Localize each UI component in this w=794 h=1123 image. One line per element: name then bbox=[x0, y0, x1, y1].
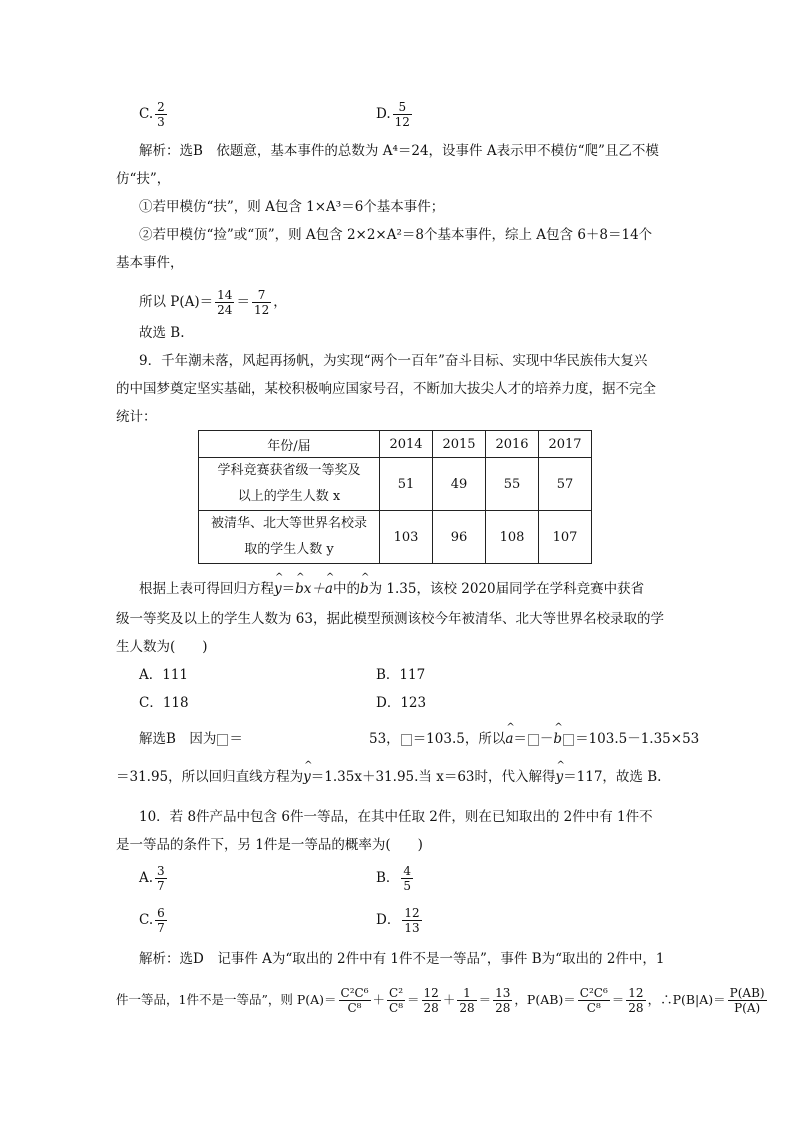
value-cell: 107 bbox=[539, 511, 592, 564]
text: ＝ bbox=[611, 992, 625, 1007]
value-cell: 108 bbox=[486, 511, 539, 564]
fraction bbox=[402, 906, 421, 935]
text: 所以 P(A)＝ bbox=[139, 294, 214, 310]
numerator: 13 bbox=[495, 986, 511, 1000]
value-cell: 57 bbox=[539, 458, 592, 511]
option-label: D． bbox=[376, 912, 401, 928]
numerator: C²C⁶ bbox=[579, 986, 608, 1000]
text: ＝103.5，所以 bbox=[412, 731, 506, 747]
q10-solution-line-2 bbox=[116, 986, 769, 1015]
label-line: 学科竞赛获省级一等奖及 bbox=[217, 463, 361, 478]
fraction bbox=[155, 864, 167, 893]
y-hat: ^ y bbox=[274, 580, 282, 598]
denominator: 12 bbox=[253, 303, 270, 317]
numerator: 3 bbox=[157, 864, 165, 878]
q10-stem-line-1: 10．若 8件产品中包含 6件一等品，在其中任取 2件，则在已知取出的 2件中有 1件不 bbox=[139, 809, 653, 825]
q8-solution-line-7: 故选 B. bbox=[139, 325, 185, 341]
denominator: P(A) bbox=[734, 1001, 761, 1015]
fraction bbox=[155, 100, 167, 129]
q10-solution-line-1: 解析：选D 记事件 A为“取出的 2件中有 1件不是一等品”，事件 B为“取出的 2件中，1 bbox=[139, 951, 665, 967]
denominator: 7 bbox=[157, 921, 165, 935]
q9-option-b: B．117 bbox=[376, 667, 426, 683]
fraction bbox=[578, 986, 610, 1015]
year-cell: 2015 bbox=[433, 431, 486, 458]
q8-solution-line-1: 解析：选B 依题意，基本事件的总数为 A⁴＝24，设事件 A表示甲不模仿“爬”且乙不模 bbox=[139, 143, 659, 159]
q9-stem-line-1: 9．千年潮未落，风起再扬帆，为实现“两个一百年”奋斗目标、实现中华民族伟大复兴 bbox=[139, 353, 648, 369]
row-label bbox=[199, 458, 380, 511]
text: ＝31.95，所以回归直线方程为 bbox=[116, 769, 304, 785]
year-cell: 2016 bbox=[486, 431, 539, 458]
q8-option-d bbox=[376, 100, 414, 129]
fraction bbox=[215, 288, 234, 317]
fraction bbox=[626, 986, 645, 1015]
q9-question-line-1 bbox=[139, 580, 644, 598]
fraction bbox=[339, 986, 371, 1015]
q9-option-a: A．111 bbox=[139, 667, 189, 683]
data-table bbox=[198, 430, 592, 564]
text: 根据上表可得回归方程 bbox=[139, 581, 274, 597]
value-cell: 103 bbox=[380, 511, 433, 564]
value-cell: 51 bbox=[380, 458, 433, 511]
numerator: 12 bbox=[404, 906, 420, 920]
numerator: 2 bbox=[157, 100, 165, 114]
text: 解选 bbox=[139, 731, 166, 747]
denominator: C⁸ bbox=[586, 1001, 601, 1015]
b-hat: ^ b bbox=[553, 730, 562, 748]
denominator: C⁸ bbox=[347, 1001, 362, 1015]
text: ＋ bbox=[372, 992, 386, 1007]
text: ＝1.35x＋31.95.当 x＝63时，代入解得 bbox=[310, 769, 556, 785]
numerator: P(AB) bbox=[729, 986, 765, 1000]
q9-solution-line-1-left bbox=[139, 730, 243, 748]
denominator: 5 bbox=[403, 879, 412, 893]
text: ＝117，故选 B. bbox=[563, 769, 662, 785]
denominator: 28 bbox=[628, 1001, 644, 1015]
value-cell: 96 bbox=[433, 511, 486, 564]
text: ＋ bbox=[442, 992, 456, 1007]
text: ＝ bbox=[513, 731, 527, 747]
denominator: 13 bbox=[404, 921, 420, 935]
denominator: 28 bbox=[459, 1001, 475, 1015]
q8-solution-line-6 bbox=[139, 288, 287, 317]
table-row bbox=[199, 511, 592, 564]
q10-option-b bbox=[376, 864, 415, 893]
numerator: 5 bbox=[393, 100, 412, 115]
b-hat: ^ b bbox=[360, 580, 369, 598]
denominator: 28 bbox=[495, 1001, 511, 1015]
q8-solution-line-4: ②若甲模仿“捡”或“顶”，则 A包含 2×2×A²＝8个基本事件，综上 A包含 6＋8＝14个 bbox=[139, 227, 653, 243]
numerator: C²C⁶ bbox=[340, 986, 369, 1000]
a-hat: ^ a bbox=[325, 580, 333, 598]
option-label: C. bbox=[139, 912, 154, 928]
q8-solution-line-2: 仿“扶”， bbox=[116, 171, 171, 187]
text: ＝ bbox=[281, 581, 296, 597]
q9-solution-line-2 bbox=[116, 768, 661, 786]
value-cell: 55 bbox=[486, 458, 539, 511]
y-hat: ^ y bbox=[556, 768, 564, 786]
denominator: C⁸ bbox=[389, 1001, 404, 1015]
text: ＝ bbox=[229, 731, 243, 747]
y-hat: ^ y bbox=[303, 768, 311, 786]
numerator: 12 bbox=[423, 986, 439, 1000]
text: 中的 bbox=[332, 581, 360, 597]
a-hat: ^ a bbox=[505, 730, 513, 748]
y-bar-placeholder-icon bbox=[401, 734, 412, 746]
q10-option-c bbox=[139, 906, 169, 935]
numerator: 6 bbox=[157, 906, 165, 920]
table-header-row bbox=[199, 431, 592, 458]
text: ＝ bbox=[407, 992, 420, 1007]
text: － bbox=[539, 731, 554, 747]
numerator: C² bbox=[389, 986, 404, 1000]
q9-stem-line-2: 的中国梦奠定坚实基础，某校积极响应国家号召，不断加大拔尖人才的培养力度，据不完全 bbox=[116, 381, 656, 397]
text: ， bbox=[273, 294, 287, 310]
row-label bbox=[199, 511, 380, 564]
fraction bbox=[387, 986, 405, 1015]
numerator: 12 bbox=[628, 986, 644, 1000]
q10-option-a bbox=[139, 864, 169, 893]
text: 53， bbox=[369, 731, 400, 747]
option-label: D. bbox=[376, 106, 391, 122]
x-bar-placeholder-icon bbox=[563, 734, 574, 746]
year-cell: 2017 bbox=[539, 431, 592, 458]
q10-option-d bbox=[376, 906, 424, 935]
table-row bbox=[199, 458, 592, 511]
text: B 因为 bbox=[166, 731, 217, 747]
denominator: 28 bbox=[423, 1001, 439, 1015]
q10-stem-line-2: 是一等品的条件下，另 1件是一等品的概率为( ) bbox=[116, 837, 423, 853]
denominator: 12 bbox=[394, 115, 410, 129]
y-bar-placeholder-icon bbox=[528, 734, 539, 746]
numerator: 1 bbox=[457, 986, 476, 1001]
fraction bbox=[252, 288, 271, 317]
text: ＝103.5－1.35×53 bbox=[575, 731, 700, 747]
label-line: 被清华、北大等世界名校录 bbox=[210, 516, 367, 531]
fraction bbox=[393, 100, 412, 129]
text: ，∴P(B|A)＝ bbox=[647, 992, 726, 1007]
text: 为 1.35，该校 2020届同学在学科竞赛中获省 bbox=[368, 581, 645, 597]
label-line: 以上的学生人数 x bbox=[237, 489, 341, 504]
numerator: 4 bbox=[403, 864, 412, 878]
q9-question-line-3: 生人数为( ) bbox=[116, 639, 208, 655]
fraction bbox=[401, 864, 413, 893]
fraction bbox=[155, 906, 167, 935]
text: 件一等品，1件不是一等品”，则 P(A)＝ bbox=[116, 992, 337, 1007]
q9-option-d: D．123 bbox=[376, 695, 427, 711]
text: ，P(AB)＝ bbox=[514, 992, 576, 1007]
numerator: 7 bbox=[252, 288, 271, 303]
option-label: B． bbox=[376, 870, 400, 886]
value-cell: 49 bbox=[433, 458, 486, 511]
header-label: 年份/届 bbox=[199, 431, 380, 458]
denominator: 7 bbox=[157, 879, 165, 893]
fraction bbox=[422, 986, 441, 1015]
x-bar-placeholder-icon bbox=[217, 734, 228, 746]
denominator: 24 bbox=[217, 303, 233, 317]
fraction bbox=[457, 986, 476, 1015]
q9-stem-line-3: 统计： bbox=[116, 409, 157, 425]
option-label: A. bbox=[139, 870, 154, 886]
equals: ＝ bbox=[236, 294, 250, 310]
denominator: 3 bbox=[157, 115, 165, 129]
q8-option-c bbox=[139, 100, 169, 129]
fraction bbox=[728, 986, 767, 1015]
numerator: 14 bbox=[217, 288, 233, 302]
text: x＋ bbox=[303, 581, 325, 597]
fraction bbox=[493, 986, 512, 1015]
option-label: C. bbox=[139, 106, 154, 122]
label-line: 取的学生人数 y bbox=[244, 542, 334, 557]
q9-option-c: C．118 bbox=[139, 695, 189, 711]
text: ＝ bbox=[478, 992, 492, 1007]
q8-solution-line-3: ①若甲模仿“扶”，则 A包含 1×A³＝6个基本事件； bbox=[139, 199, 445, 215]
q8-solution-line-5: 基本事件， bbox=[116, 255, 184, 271]
b-hat: ^ b bbox=[295, 580, 304, 598]
year-cell: 2014 bbox=[380, 431, 433, 458]
q9-solution-line-1-right bbox=[369, 730, 699, 748]
q9-question-line-2: 级一等奖及以上的学生人数为 63，据此模型预测该校今年被清华、北大等世界名校录取的学 bbox=[116, 611, 664, 627]
